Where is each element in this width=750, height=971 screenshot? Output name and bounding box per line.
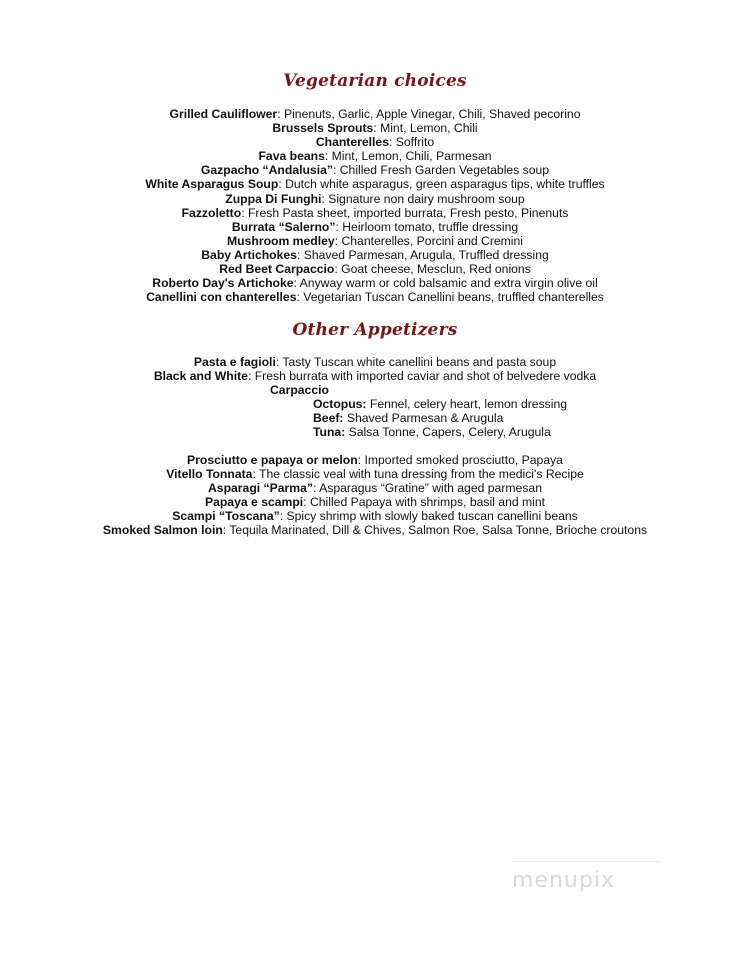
menu-item: [0, 192, 750, 206]
menu-item-description: : Vegetarian Tuscan Canellini beans, truffled chanterelles: [296, 290, 604, 305]
menu-item: [0, 262, 750, 276]
menu-item: [0, 121, 750, 135]
menu-item-name: Beef:: [313, 411, 344, 426]
menu-item: [0, 509, 750, 523]
menu-item: [0, 481, 750, 495]
menu-item: [313, 411, 567, 425]
menu-item-description: : Dutch white asparagus, green asparagus tips, white truffles: [278, 177, 605, 192]
appetizers-title: Other Appetizers: [292, 320, 458, 340]
menu-item-description: : Signature non dairy mushroom soup: [321, 191, 525, 206]
menu-item-name: Tuna:: [313, 425, 346, 440]
menu-item-description: : Heirloom tomato, truffle dressing: [335, 219, 519, 234]
menu-item-name: Burrata “Salerno”: [231, 219, 336, 234]
vegetarian-list: [0, 107, 750, 304]
menu-item-description: : Asparagus “Gratine” with aged parmesan: [313, 481, 542, 496]
menu-item-name: Canellini con chanterelles: [146, 290, 297, 305]
menu-item-name: Chanterelles: [315, 135, 389, 150]
menu-item: [0, 290, 750, 304]
menu-item: [0, 135, 750, 149]
menu-item-name: Octopus:: [313, 397, 367, 411]
carpaccio-list: [313, 397, 567, 439]
menu-item-description: : Mint, Lemon, Chili, Parmesan: [324, 149, 492, 164]
menu-item: [0, 276, 750, 290]
menu-item: [0, 523, 750, 537]
menu-item-description: : Goat cheese, Mesclun, Red onions: [334, 262, 531, 277]
menu-item-description: : Chanterelles, Porcini and Cremini: [334, 233, 523, 248]
menu-item-description: : Fresh burrata with imported caviar and shot of belvedere vodka: [247, 369, 597, 384]
vegetarian-title: Vegetarian choices: [283, 71, 467, 91]
menu-item: [0, 467, 750, 481]
menu-item-description: : Shaved Parmesan, Arugula, Truffled dressing: [296, 247, 549, 262]
menu-item-description: Shaved Parmesan & Arugula: [343, 411, 504, 426]
menu-item: [0, 234, 750, 248]
menu-item-name: Black and White: [153, 369, 248, 384]
menupix-watermark: menupix: [512, 868, 615, 893]
menu-item-name: Pasta e fagioli: [193, 355, 276, 369]
menu-item-name: Scampi “Toscana”: [172, 509, 280, 524]
menu-item: [313, 425, 567, 439]
watermark-rule: [512, 861, 660, 862]
menu-item: [313, 397, 567, 411]
menu-item-name: White Asparagus Soup: [145, 177, 279, 192]
menu-item-description: : The classic veal with tuna dressing from the medici's Recipe: [252, 467, 584, 482]
menu-item: [0, 220, 750, 234]
menu-item-name: Baby Artichokes: [201, 247, 297, 262]
menu-item-description: : Chilled Papaya with shrimps, basil and mint: [303, 495, 546, 510]
menu-item-description: : Chilled Fresh Garden Vegetables soup: [332, 163, 550, 178]
menu-item: [0, 149, 750, 163]
menu-item-description: : Imported smoked prosciutto, Papaya: [357, 453, 563, 467]
menu-item-name: Mushroom medley: [227, 233, 335, 248]
menu-item-name: Brussels Sprouts: [272, 121, 374, 136]
menu-item-description: : Anyway warm or cold balsamic and extra virgin olive oil: [293, 276, 598, 291]
menu-item-name: Vitello Tonnata: [166, 467, 253, 482]
menu-item-description: : Mint, Lemon, Chili: [373, 121, 478, 136]
menu-item-name: Asparagi “Parma”: [208, 481, 313, 496]
appetizers-bottom-list: [0, 453, 750, 538]
menu-item-name: Zuppa Di Funghi: [225, 191, 322, 206]
menu-item-name: Fazzoletto: [181, 205, 242, 220]
menu-item-description: : Soffrito: [388, 135, 435, 150]
menu-item: [0, 177, 750, 191]
menu-item-name: Prosciutto e papaya or melon: [187, 453, 358, 467]
menu-item: [0, 453, 750, 467]
menu-item-description: : Tequila Marinated, Dill & Chives, Salmon Roe, Salsa Tonne, Brioche croutons: [222, 523, 648, 538]
menu-item: [0, 369, 750, 383]
menu-item: [0, 206, 750, 220]
carpaccio-heading: Carpaccio: [270, 383, 329, 397]
menu-item-name: Smoked Salmon loin: [102, 523, 223, 538]
menu-item: [0, 107, 750, 121]
menu-item-description: : Fresh Pasta sheet, imported burrata, Fresh pesto, Pinenuts: [241, 205, 569, 220]
menu-item-name: Roberto Day's Artichoke: [152, 276, 294, 291]
menu-item-name: Fava beans: [258, 149, 325, 164]
menu-item: [0, 495, 750, 509]
menu-item-name: Grilled Cauliflower: [169, 107, 278, 121]
menu-item-description: : Tasty Tuscan white canellini beans and pasta soup: [275, 355, 557, 369]
menu-item: [0, 248, 750, 262]
menu-item-description: Salsa Tonne, Capers, Celery, Arugula: [345, 425, 551, 440]
appetizers-top-list: [0, 355, 750, 383]
menu-item-description: : Pinenuts, Garlic, Apple Vinegar, Chili, Shaved pecorino: [277, 107, 581, 121]
menu-item-name: Gazpacho “Andalusia”: [200, 163, 333, 178]
menu-item-name: Red Beet Carpaccio: [219, 262, 335, 277]
menu-item-description: Fennel, celery heart, lemon dressing: [366, 397, 568, 411]
menu-item: [0, 355, 750, 369]
menu-item-name: Papaya e scampi: [204, 495, 304, 510]
menu-item: [0, 163, 750, 177]
menu-item-description: : Spicy shrimp with slowly baked tuscan canellini beans: [279, 509, 578, 524]
